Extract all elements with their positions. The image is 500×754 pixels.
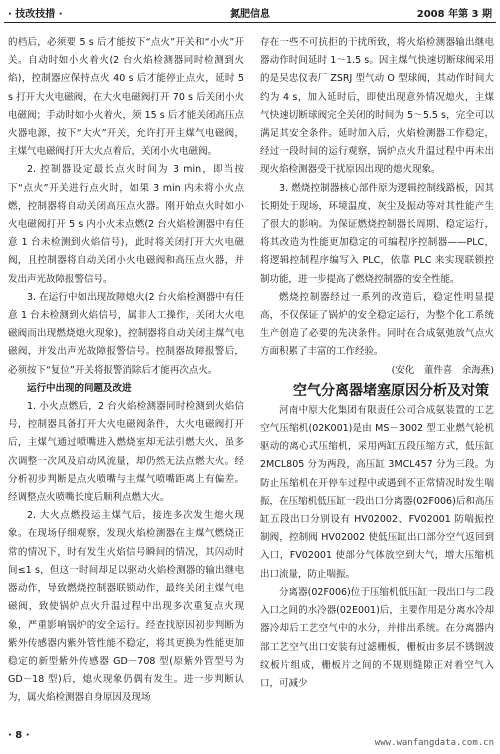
page-header — [0, 0, 500, 24]
header-rule — [4, 22, 496, 23]
paragraph: 分离器(02F006)位于压缩机低压缸一段出口与二段入口之间的水冷器(02E001)后，主要作用是分离水冷却器冷却后工艺空气中的水分，并排出系统。在分离器内部工艺空气出口安装有过滤栅板，栅板由多层不锈钢波纹板片组成，栅板片之间的不规则缝隙正对着空气入口，可减少 — [260, 586, 494, 689]
paragraph: 的档后，必须要 5 s 后才能按下“点火”开关和“小火”开关。自动时如小火着火(2 台火焰检测器同时检测到火焰)，控制器应保持点火 40 s 后才能停止点火，延时 5 s 打开大火电磁阀，在大火电磁阀打开 70 s 后关闭小火电磁阀；手动时如小火着火，须 15 s 后才能关闭高压点火器电源，按下“大火”开关，允许打开主煤气电磁阀，主煤气电磁阀打开大火点着后，关闭小火电磁阀。 — [8, 37, 244, 158]
paragraph: 1. 小火点燃后，2 台火焰检测器同时检测到火焰信号，控制器具备打开大火电磁阀条件，大火电磁阀打开后，主煤气通过喷嘴进入燃烧室却无法引燃大火，虽多次调整一次风及启动风流量，却仍然无法点燃大火。经分析初步判断是点火喷嘴与主煤气喷嘴距离上有偏差。经调整点火喷嘴长度后顺利点燃大火。 — [8, 401, 244, 504]
issue-label: 2008 年第 3 期 — [416, 9, 492, 20]
paragraph: 3. 在运行中如出现故障熄火(2 台火焰检测器中有任意 1 台未检测到火焰信号，属非人工操作，关闭大火电磁阀而出现燃烧熄火现象)，控制器将自动关闭主煤气电磁阀，并发出声光故障报警信号。控制器故障报警后，必须按下“复位”开关将报警消除后才能再次点火。 — [8, 291, 244, 376]
section-label: · 技改技措 · — [8, 9, 63, 20]
paragraph: 3. 燃烧控制器核心部件原为逻辑控制线路板，因其长期处于现场，环境温度、灰尘及振动等对其性能产生了很大的影响。为保证燃烧控制器长周期、稳定运行，将其改造为性能更加稳定的可编程序控制器——PLC，将逻辑控制程序编写入 PLC，依靠 PLC 来实现联锁控制功能，进一步提高了燃烧控制器的安全性能。 — [260, 182, 494, 285]
subheading: 运行中出现的问题及改进 — [27, 382, 132, 394]
paragraph: 2. 控制器设定最长点火时间为 3 min，即当按下“点火”开关进行点火时，如果 3 min 内未将小火点燃，控制器将自动关闭高压点火器。刚开始点火时如小火电磁阀打开 5 s 内小火未点燃(2 台火焰检测器中有任意 1 台未检测到火焰信号)，此时将关闭打开大火电磁阀，且控制器将自动关闭小火电磁阀和高压点火器，并发出声光故障报警信号。 — [8, 164, 244, 285]
page-number: · 8 · — [8, 730, 30, 741]
right-column — [260, 34, 494, 693]
article-title: 空气分离器堵塞原因分析及对策 — [293, 382, 489, 399]
left-column — [8, 34, 244, 708]
paragraph: 河南中原大化集团有限责任公司合成氨装置的工艺空气压缩机(02K001)是由 MS－3002 型工业燃气轮机驱动的离心式压缩机，采用两缸五段压缩方式，低压缸 2MCL805 分为两段，高压缸 3MCL457 分为三段。为防止压缩机在开停车过程中或遇到不正常情况时发生喘振，在压缩机低压缸一段出口分离器(02F006)后和高压缸五段出口分别设有 HV02002、FV02001 防喘振控制阀，控制阀 HV02002 使低压缸出口部分空气返回到入口，FV02001 使部分气体放空到大气，增大压缩机出口流量，防止喘振。 — [260, 404, 494, 580]
paragraph: 存在一些不可抗拒的干扰所致，将火焰检测器输出继电器动作时间延时 1～1.5 s。因主煤气快速切断球阀采用的是吴忠仪表厂 ZSRJ 型气动 O 型球阀，其动作时间大约为 4 s，加入延时后，即使出现意外情况熄火，主煤气快速切断球阀完全关闭的时间为 5～5.5 s，完全可以满足其安全条件。延时加入后，火焰检测器工作稳定，经过一段时间的运行观察，锅炉点火升温过程中再未出现火焰检测器受干扰原因出现的熄火现象。 — [260, 37, 494, 176]
paragraph: 2. 大火点燃投运主煤气后，接连多次发生熄火现象。在现场仔细观察，发现火焰检测器在主煤气燃烧正常的情况下，时有发生火焰信号瞬间的情况，其闪动时间≤1 s，但这一时间却足以驱动火焰检测器的输出继电器动作，导致燃烧控制器联锁动作，最终关闭主煤气电磁阀，致使锅炉点火升温过程中出现多次重复点火现象，严重影响锅炉的安全运行。经查找原因初步判断为紫外传感器内紫外管性能不稳定，将其更换为性能更加稳定的新型紫外传感器 GD－708 型(原紫外管型号为 GD－18 型)后，熄火现象仍偶有发生。进一步判断认为，属火焰检测器自身原因及现场 — [8, 510, 244, 704]
journal-title: 氮肥信息 — [230, 9, 270, 20]
watermark: www.wanfangdata.com.cn — [374, 738, 494, 748]
author-signature: (安化 董件喜 余海燕) — [391, 364, 494, 376]
paragraph: 燃烧控制器经过一系列的改造后，稳定性明显提高，不仅保证了锅炉的安全稳定运行，为整个化工系统生产创造了必要的先决条件。同时在合成氨弛放气点火方面积累了丰富的工作经验。 — [260, 291, 494, 358]
